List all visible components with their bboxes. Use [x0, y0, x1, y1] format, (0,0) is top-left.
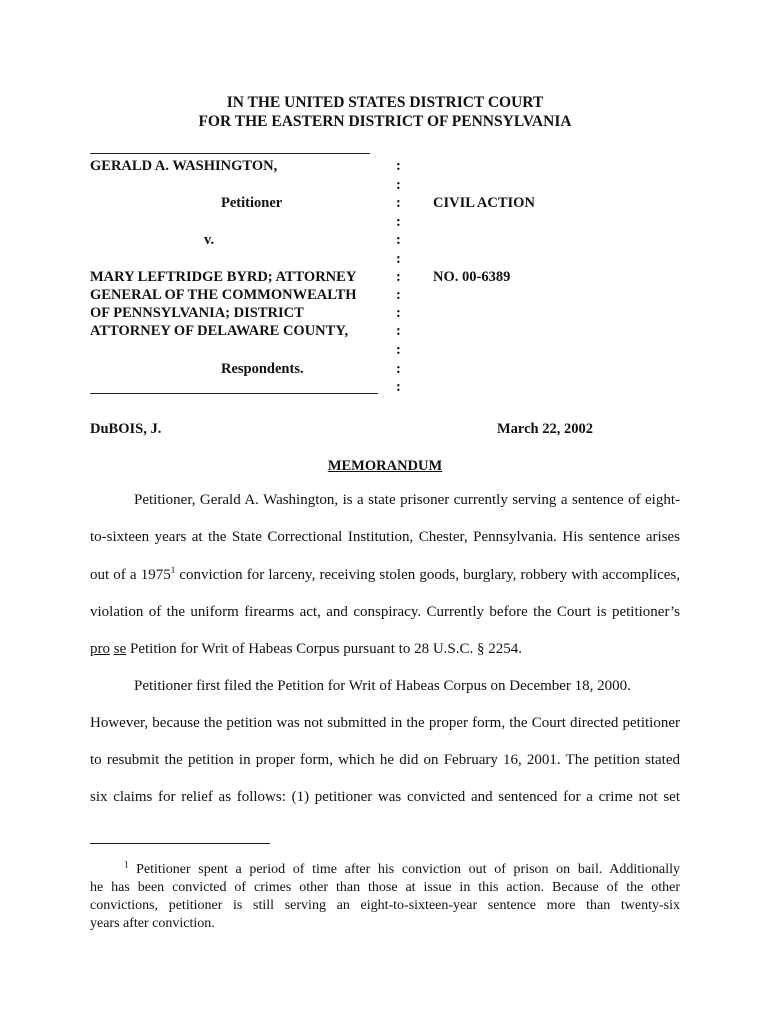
civil-action-label: CIVIL ACTION: [433, 195, 535, 211]
footnote-line: he has been convicted of crimes other than those at issue in this action. Because of the other: [90, 880, 680, 895]
body-text-fragment: out of a 1975: [90, 567, 171, 583]
respondents-line-3: OF PENNSYLVANIA; DISTRICT: [90, 305, 304, 321]
caption-colon: :: [396, 379, 401, 395]
respondents-line-1: MARY LEFTRIDGE BYRD; ATTORNEY: [90, 269, 357, 285]
body-text-fragment: Petition for Writ of Habeas Corpus pursuant to 28 U.S.C. § 2254.: [126, 641, 523, 657]
petitioner-role: Petitioner: [221, 195, 283, 211]
footnote-line: convictions, petitioner is still serving an eight-to-sixteen-year sentence more than twenty-six: [90, 898, 680, 913]
body-text-line: six claims for relief as follows: (1) petitioner was convicted and sentenced for a crime not set: [90, 789, 680, 805]
caption-colon: :: [396, 251, 401, 267]
body-text-line: Petitioner, Gerald A. Washington, is a state prisoner currently serving a sentence of eight-: [134, 492, 680, 508]
memorandum-heading: MEMORANDUM: [327, 458, 443, 474]
pro-se-term: se: [113, 641, 127, 657]
caption-colon: :: [396, 361, 401, 377]
caption-colon: :: [396, 158, 401, 174]
caption-colon: :: [396, 177, 401, 193]
respondents-role: Respondents.: [221, 361, 304, 377]
footnote-text: Petitioner spent a period of time after his conviction out of prison on bail. Additionally: [128, 862, 680, 877]
caption-bottom-rule: [90, 393, 378, 394]
caption-top-rule: [90, 153, 370, 154]
body-text-line: [90, 640, 680, 658]
footnote-line: years after conviction.: [90, 916, 215, 931]
respondents-line-4: ATTORNEY OF DELAWARE COUNTY,: [90, 323, 349, 339]
pro-se-term: pro: [90, 641, 110, 657]
caption-colon: :: [396, 342, 401, 358]
court-name-line-2: FOR THE EASTERN DISTRICT OF PENNSYLVANIA: [198, 113, 572, 130]
footnote-line: [124, 861, 680, 879]
body-text-line: to resubmit the petition in proper form, which he did on February 16, 2001. The petition stated: [90, 752, 680, 768]
body-text-line: However, because the petition was not submitted in the proper form, the Court directed petitioner: [90, 715, 680, 731]
caption-colon: :: [396, 269, 401, 285]
footnote-reference: 1: [170, 565, 176, 575]
caption-colon: :: [396, 323, 401, 339]
judge-name: DuBOIS, J.: [90, 421, 162, 437]
footnote-separator: [90, 843, 270, 844]
caption-colon: :: [396, 287, 401, 303]
court-name-line-1: IN THE UNITED STATES DISTRICT COURT: [226, 94, 544, 111]
versus: v.: [204, 232, 215, 248]
caption-colon: :: [396, 232, 401, 248]
body-text-line: to-sixteen years at the State Correctional Institution, Chester, Pennsylvania. His sentence arises: [90, 529, 680, 545]
body-text-line: violation of the uniform firearms act, and conspiracy. Currently before the Court is petitioner’s: [90, 604, 680, 620]
decision-date: March 22, 2002: [497, 421, 593, 437]
respondents-line-2: GENERAL OF THE COMMONWEALTH: [90, 287, 357, 303]
body-text-line: Petitioner first filed the Petition for Writ of Habeas Corpus on December 18, 2000.: [134, 678, 631, 694]
petitioner-name: GERALD A. WASHINGTON,: [90, 158, 278, 174]
case-number: NO. 00-6389: [433, 269, 511, 285]
caption-colon: :: [396, 305, 401, 321]
caption-colon: :: [396, 214, 401, 230]
caption-colon: :: [396, 195, 401, 211]
footnote-mark: 1: [124, 859, 129, 870]
body-text-line: [90, 566, 680, 584]
body-text-fragment: conviction for larceny, receiving stolen goods, burglary, robbery with accomplices,: [175, 567, 680, 583]
